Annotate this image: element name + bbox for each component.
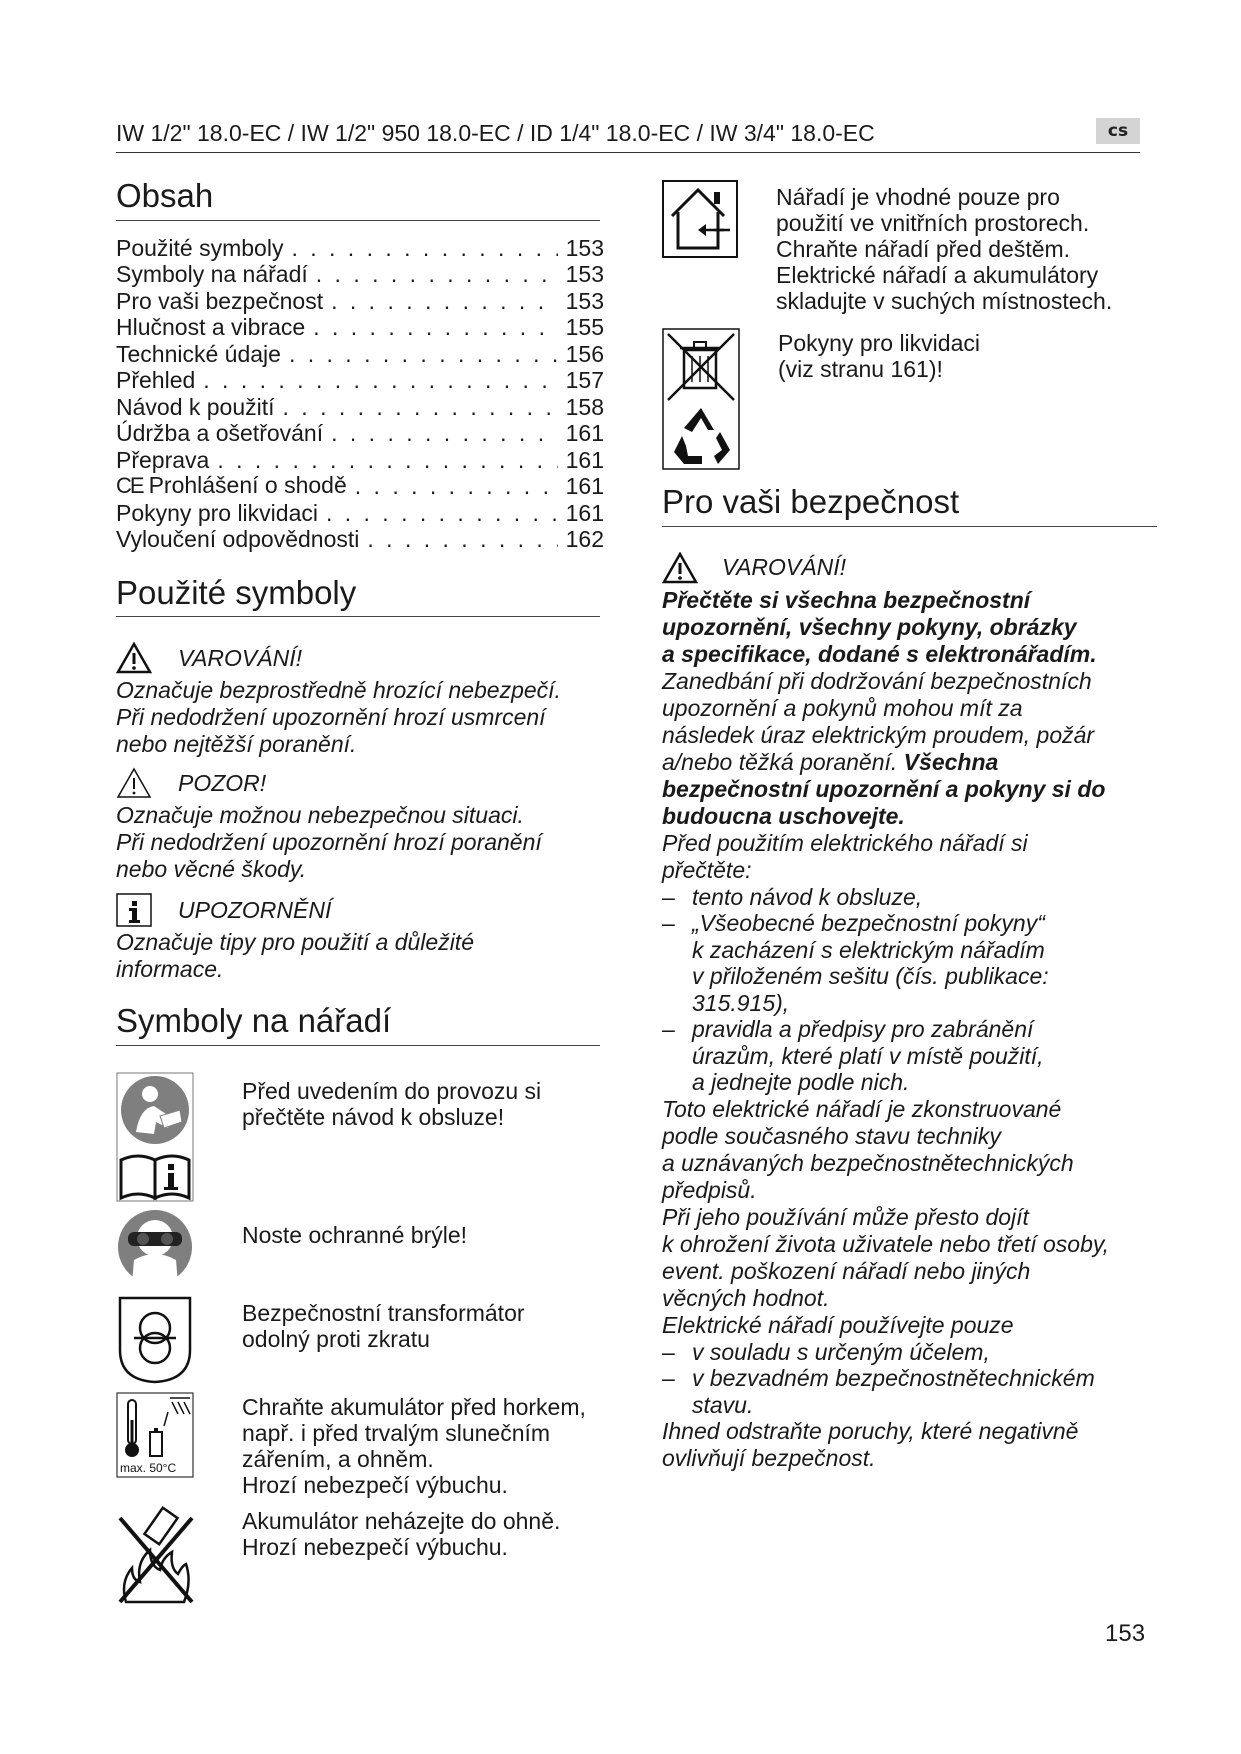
safety-text: Přečtěte si všechna bezpečnostní upozornění, všechny pokyny, obrázky a specifikace, dodané s elektronářadím. Zanedbání při dodržování bezpečnostních upozornění a pokynů mohou mít za následek úraz elektrickým proudem, požár a/nebo těžká poranění. Všechna bezpečnostní upozornění a pokyny si do budoucna uschovejte. Před použitím elektrického nářadí si přečtěte: xyxy=(662,586,1106,883)
tool-symbol-row xyxy=(116,1392,600,1498)
toc-item[interactable]: Návod k použití . . . 158 xyxy=(116,394,616,421)
right-column xyxy=(662,180,1157,1472)
no-fire-text: Akumulátor neházejte do ohně. Hrozí nebezpečí výbuchu. xyxy=(242,1507,561,1560)
safety-transformer-icon xyxy=(116,1294,194,1384)
toc-item[interactable]: CE Prohlášení o shodě . . . 161 xyxy=(116,473,616,500)
list-item: – „Všeobecné bezpečnostní pokyny“ k zacházení s elektrickým nářadím v přiloženém sešitu (čís. publikace: 315.915), xyxy=(662,910,1049,1016)
indoor-use-text: Nářadí je vhodné pouze pro použití ve vnitřních prostorech. Chraňte nářadí před deštěm. Elektrické nářadí a akumulátory skladujte v suchých místnostech. xyxy=(776,184,1113,314)
safety-paragraph-2: Toto elektrické nářadí je zkonstruované podle současného stavu techniky a uznávaných bezpečnostnětechnických předpisů. Při jeho používání může přesto dojít k ohrožení života uživatele nebo třetí osoby, event. poškození nářadí nebo jiných věcných hodnot. Elektrické nářadí používejte pouze xyxy=(662,1095,1110,1338)
warning-triangle-icon xyxy=(662,552,698,584)
table-of-contents xyxy=(116,235,616,553)
tool-symbol-row xyxy=(116,1072,600,1202)
tool-symbol-row xyxy=(116,1502,600,1606)
read-list xyxy=(662,884,1157,1096)
warning-triangle-icon xyxy=(116,642,152,674)
safety-closing: Ihned odstraňte poruchy, které negativně ovlivňují bezpečnost. xyxy=(662,1418,1079,1472)
notice-block-head xyxy=(116,891,600,929)
warning-block-head xyxy=(116,639,600,677)
use-list xyxy=(662,1339,1157,1419)
read-manual-text: Před uvedením do provozu si přečtěte návod k obsluze! xyxy=(242,1077,542,1130)
caution-description: Označuje možnou nebezpečnou situaci. Při nedodržení upozornění hrozí poranění nebo věcné škody. xyxy=(116,802,542,883)
safety-warning-head xyxy=(662,549,1157,587)
toc-item[interactable]: Údržba a ošetřování . . . 161 xyxy=(116,420,616,447)
disposal-text: Pokyny pro likvidaci (viz stranu 161)! xyxy=(778,330,980,382)
page-number: 153 xyxy=(1105,1620,1146,1647)
notice-description: Označuje tipy pro použití a důležité informace. xyxy=(116,929,474,983)
toc-item[interactable]: Vyloučení odpovědnosti . . . 162 xyxy=(116,526,616,553)
caution-triangle-icon xyxy=(116,767,152,799)
list-item: – v bezvadném bezpečnostnětechnickém stavu. xyxy=(662,1365,1095,1418)
toc-heading: Obsah xyxy=(116,176,600,221)
list-item: – pravidla a předpisy pro zabránění úrazům, které platí v místě použití, a jednejte podle nich. xyxy=(662,1016,1044,1096)
language-badge: cs xyxy=(1096,118,1140,144)
caution-block-head xyxy=(116,764,600,802)
no-battery-fire-icon xyxy=(116,1502,196,1606)
notice-label: UPOZORNĚNÍ xyxy=(178,896,332,923)
symbols-heading: Použité symboly xyxy=(116,573,600,618)
toc-item[interactable]: Hlučnost a vibrace . . . 155 xyxy=(116,314,616,341)
indoor-use-icon xyxy=(662,180,738,258)
ce-mark-icon: CE xyxy=(116,473,143,499)
safety-goggles-icon xyxy=(116,1208,194,1286)
right-symbol-row xyxy=(662,180,1157,314)
battery-heat-icon xyxy=(116,1392,194,1478)
safety-warning-label: VAROVÁNÍ! xyxy=(722,554,846,581)
battery-heat-text: Chraňte akumulátor před horkem, např. i před trvalým slunečním zářením, a ohněm. Hrozí nebezpečí výbuchu. xyxy=(242,1393,586,1498)
header-rule xyxy=(116,152,1140,153)
info-icon xyxy=(116,893,152,927)
toc-item[interactable]: Přehled . . . 157 xyxy=(116,367,616,394)
document-header-title: IW 1/2" 18.0-EC / IW 1/2" 950 18.0-EC / ID 1/4" 18.0-EC / IW 3/4" 18.0-EC xyxy=(116,120,875,146)
list-item: – tento návod k obsluze, xyxy=(662,883,923,910)
svg-text:max. 50°C: max. 50°C xyxy=(120,1460,177,1475)
toc-item[interactable]: Pokyny pro likvidaci . . . 161 xyxy=(116,500,616,527)
right-symbol-row xyxy=(662,328,1157,470)
disposal-recycling-icon xyxy=(662,328,740,470)
read-manual-icon xyxy=(116,1072,194,1202)
transformer-text: Bezpečnostní transformátor odolný proti zkratu xyxy=(242,1299,525,1352)
warning-description: Označuje bezprostředně hrozící nebezpečí. Při nedodržení upozornění hrozí usmrcení nebo nejtěžší poranění. xyxy=(116,677,561,758)
toc-item[interactable]: Přeprava . . . 161 xyxy=(116,447,616,474)
tool-symbols-heading: Symboly na nářadí xyxy=(116,1001,600,1046)
caution-label: POZOR! xyxy=(178,769,267,796)
toc-item[interactable]: Symboly na nářadí . . . 153 xyxy=(116,261,616,288)
left-column xyxy=(116,176,604,1606)
toc-item[interactable]: Použité symboly . . . 153 xyxy=(116,235,616,262)
safety-heading: Pro vaši bezpečnost xyxy=(662,482,1157,527)
list-item: – v souladu s určeným účelem, xyxy=(662,1338,990,1365)
toc-item[interactable]: Technické údaje . . . 156 xyxy=(116,341,616,368)
warning-label: VAROVÁNÍ! xyxy=(178,644,302,671)
toc-item[interactable]: Pro vaši bezpečnost . . . 153 xyxy=(116,288,616,315)
goggles-text: Noste ochranné brýle! xyxy=(242,1221,468,1248)
tool-symbol-row xyxy=(116,1294,600,1384)
tool-symbol-row xyxy=(116,1208,600,1286)
